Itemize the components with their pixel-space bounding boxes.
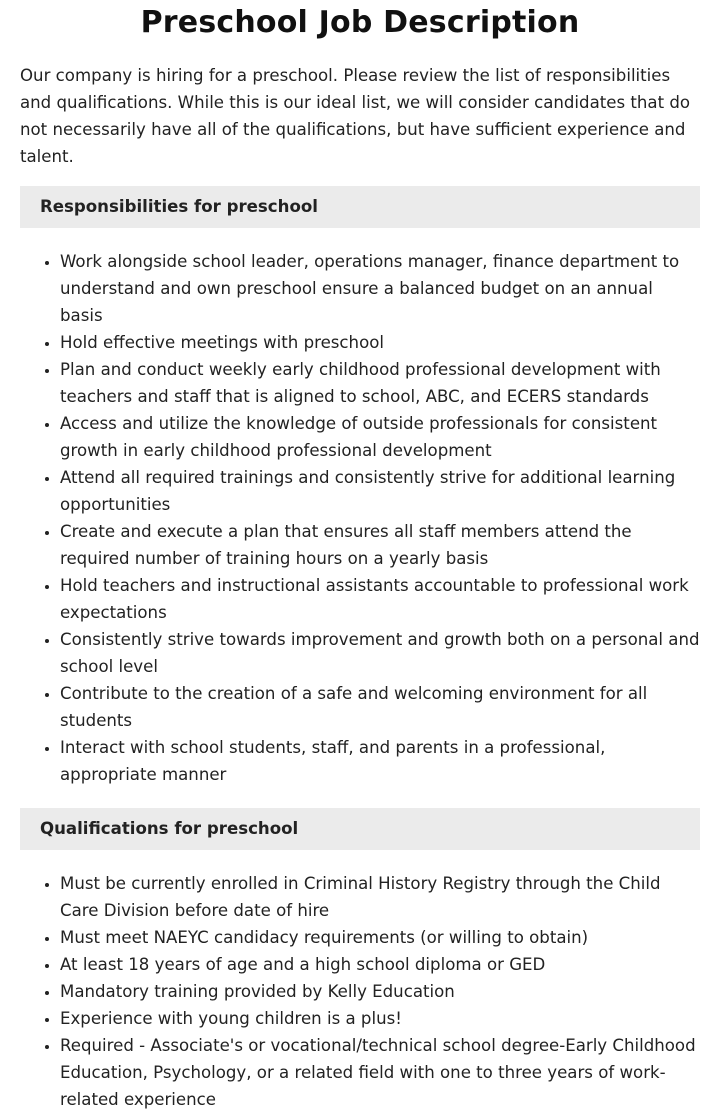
page-title: Preschool Job Description xyxy=(140,5,580,40)
list-item: • Mandatory training provided by Kelly Education xyxy=(60,978,700,1005)
list-item: • Must be currently enrolled in Criminal History Registry through the Child Care Division before date of hire xyxy=(60,870,700,924)
responsibilities-heading: Responsibilities for preschool xyxy=(20,186,700,228)
qualifications-heading: Qualifications for preschool xyxy=(20,808,700,850)
list-item: • At least 18 years of age and a high school diploma or GED xyxy=(60,951,700,978)
intro-paragraph: Our company is hiring for a preschool. Please review the list of responsibilities and qualifications. While this is our ideal list, we will consider candidates that do not necessarily have all of the qualifications, but have sufficient experience and talent. xyxy=(20,66,691,166)
list-item: • Interact with school students, staff, and parents in a professional, appropriate manner xyxy=(60,734,700,788)
list-item: • Hold teachers and instructional assistants accountable to professional work expectations xyxy=(60,572,700,626)
list-item: • Experience with young children is a plus! xyxy=(60,1005,700,1032)
list-item: • Consistently strive towards improvement and growth both on a personal and school level xyxy=(60,626,700,680)
list-item: • Work alongside school leader, operations manager, finance department to understand and own preschool ensure a balanced budget on an annual basis xyxy=(60,248,700,329)
qualifications-list xyxy=(20,870,700,1113)
list-item: • Access and utilize the knowledge of outside professionals for consistent growth in early childhood professional development xyxy=(60,410,700,464)
list-item: • Hold effective meetings with preschool xyxy=(60,329,700,356)
responsibilities-list xyxy=(20,248,700,788)
list-item: • Required - Associate's or vocational/technical school degree-Early Childhood Education, Psychology, or a related field with one to three years of work-related experience xyxy=(60,1032,700,1113)
list-item: • Create and execute a plan that ensures all staff members attend the required number of training hours on a yearly basis xyxy=(60,518,700,572)
list-item: • Plan and conduct weekly early childhood professional development with teachers and staff that is aligned to school, ABC, and ECERS standards xyxy=(60,356,700,410)
list-item: • Must meet NAEYC candidacy requirements (or willing to obtain) xyxy=(60,924,700,951)
list-item: • Contribute to the creation of a safe and welcoming environment for all students xyxy=(60,680,700,734)
list-item: • Attend all required trainings and consistently strive for additional learning opportunities xyxy=(60,464,700,518)
